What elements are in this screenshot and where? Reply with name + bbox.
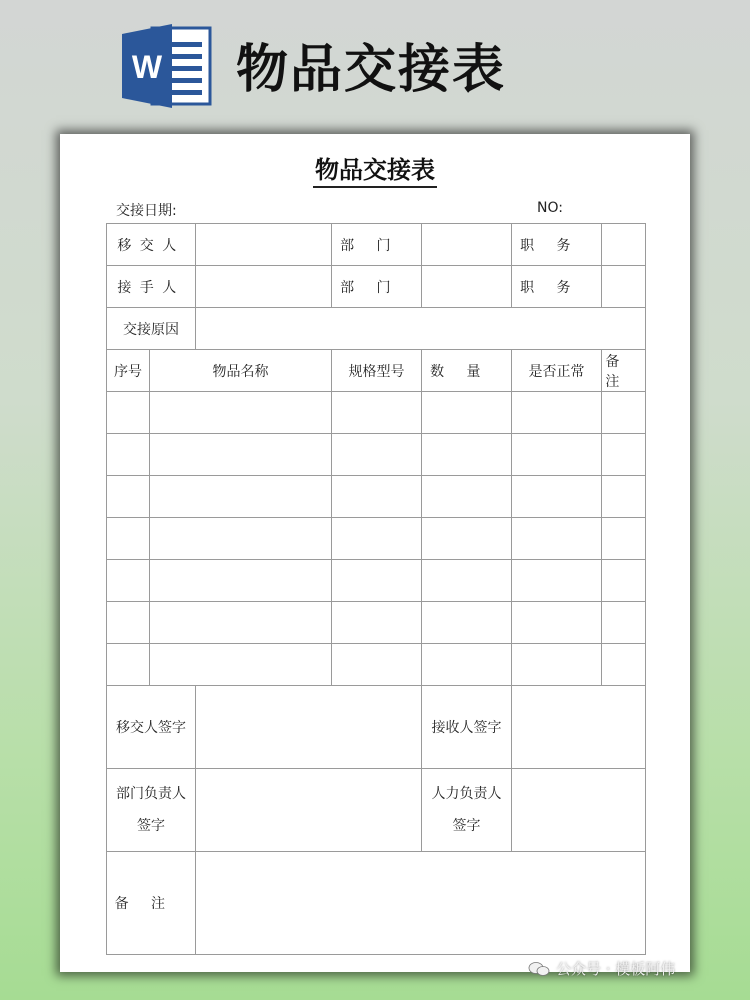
item-row [107,644,646,686]
receiver-position-label: 职务 [512,266,602,308]
item-index-cell[interactable] [107,518,150,560]
item-name-cell[interactable] [150,644,332,686]
item-row [107,560,646,602]
item-normal-cell[interactable] [512,434,602,476]
item-row [107,518,646,560]
receiver-label: 接手人 [107,266,196,308]
item-spec-cell[interactable] [332,518,422,560]
item-remarks-cell[interactable] [602,560,646,602]
item-name-cell[interactable] [150,392,332,434]
item-quantity-cell[interactable] [422,434,512,476]
reason-label: 交接原因 [107,308,196,350]
transferor-name-cell[interactable] [196,224,332,266]
dept-head-signature-cell[interactable] [196,769,422,852]
transferor-dept-cell[interactable] [422,224,512,266]
dept-head-signature-label [107,769,196,852]
transferor-position-cell[interactable] [602,224,646,266]
hr-head-label-line2: 签字 [452,818,481,834]
signature-row-1 [107,686,646,769]
dept-head-label-line2: 签字 [137,818,165,834]
transferor-row [107,224,646,266]
item-spec-cell[interactable] [332,560,422,602]
item-remarks-cell[interactable] [602,518,646,560]
word-app-icon [122,24,214,108]
item-remarks-cell[interactable] [602,602,646,644]
item-index-cell[interactable] [107,602,150,644]
col-header-item-name: 物品名称 [150,350,332,392]
item-remarks-cell[interactable] [602,434,646,476]
signature-row-2 [107,769,646,852]
item-normal-cell[interactable] [512,392,602,434]
item-spec-cell[interactable] [332,392,422,434]
handover-form-table [106,223,646,955]
item-quantity-cell[interactable] [422,476,512,518]
item-quantity-cell[interactable] [422,392,512,434]
items-header-row [107,350,646,392]
col-header-spec: 规格型号 [332,350,422,392]
col-header-normal: 是否正常 [512,350,602,392]
col-header-quantity: 数量 [422,350,512,392]
receiver-name-cell[interactable] [196,266,332,308]
item-row [107,476,646,518]
hr-head-signature-cell[interactable] [512,769,646,852]
transferor-label: 移交人 [107,224,196,266]
receiver-position-cell[interactable] [602,266,646,308]
item-normal-cell[interactable] [512,560,602,602]
item-remarks-cell[interactable] [602,392,646,434]
hr-head-signature-label [422,769,512,852]
remarks-row [107,852,646,955]
item-normal-cell[interactable] [512,476,602,518]
receiver-dept-cell[interactable] [422,266,512,308]
receiver-dept-label: 部门 [332,266,422,308]
item-name-cell[interactable] [150,476,332,518]
form-number-label: NO: [537,200,563,216]
receiver-signature-label: 接收人签字 [422,686,512,769]
item-row [107,602,646,644]
hr-head-label-line1: 人力负责人 [431,786,502,802]
item-remarks-cell[interactable] [602,476,646,518]
col-header-remarks: 备注 [602,350,646,392]
watermark-text: 公众号 · 模板阿伟 [556,960,676,978]
reason-row [107,308,646,350]
remarks-cell[interactable] [196,852,646,955]
item-name-cell[interactable] [150,434,332,476]
dept-head-label-line1: 部门负责人 [116,786,186,802]
item-remarks-cell[interactable] [602,644,646,686]
item-name-cell[interactable] [150,560,332,602]
item-name-cell[interactable] [150,602,332,644]
form-paper [60,134,690,972]
receiver-signature-cell[interactable] [512,686,646,769]
transferor-dept-label: 部门 [332,224,422,266]
item-spec-cell[interactable] [332,602,422,644]
item-quantity-cell[interactable] [422,560,512,602]
wechat-icon [528,961,550,977]
svg-text:W: W [131,49,163,85]
item-spec-cell[interactable] [332,644,422,686]
item-quantity-cell[interactable] [422,518,512,560]
handover-date-label: 交接日期: [116,203,177,219]
col-header-index: 序号 [107,350,150,392]
item-normal-cell[interactable] [512,518,602,560]
banner-title: 物品交接表 [236,40,507,100]
item-quantity-cell[interactable] [422,644,512,686]
receiver-row [107,266,646,308]
transferor-signature-cell[interactable] [196,686,422,769]
item-index-cell[interactable] [107,560,150,602]
document-title: 物品交接表 [60,150,690,185]
item-normal-cell[interactable] [512,644,602,686]
item-spec-cell[interactable] [332,476,422,518]
item-index-cell[interactable] [107,392,150,434]
remarks-label: 备注 [107,852,196,955]
item-name-cell[interactable] [150,518,332,560]
item-rows [107,392,646,686]
item-index-cell[interactable] [107,434,150,476]
item-spec-cell[interactable] [332,434,422,476]
watermark [528,958,675,979]
transferor-position-label: 职务 [512,224,602,266]
item-row [107,434,646,476]
transferor-signature-label: 移交人签字 [107,686,196,769]
item-index-cell[interactable] [107,644,150,686]
item-quantity-cell[interactable] [422,602,512,644]
reason-cell[interactable] [196,308,646,350]
item-index-cell[interactable] [107,476,150,518]
item-row [107,392,646,434]
item-normal-cell[interactable] [512,602,602,644]
